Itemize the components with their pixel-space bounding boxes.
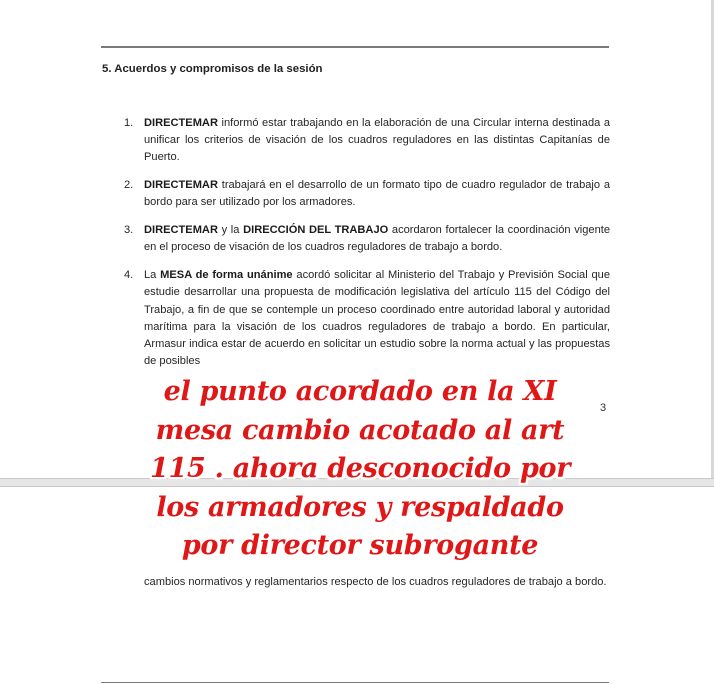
footer-rule [101,682,609,683]
item-number: 4. [124,269,134,282]
list-item [124,267,610,370]
item-number: 3. [124,224,134,237]
item-text: y la [217,224,244,237]
annotation-line: los armadores y respaldado [156,491,564,523]
annotation-line: mesa cambio acotado al art [155,414,565,446]
list-item [124,177,610,211]
list-item [124,115,610,167]
item-bold: DIRECTEMAR [144,179,218,192]
list-item [124,222,610,256]
item-bold: MESA de forma unánime [160,269,293,282]
section-title: 5. Acuerdos y compromisos de la sesión [102,63,323,75]
header-rule [101,46,609,48]
continuation-text: cambios normativos y reglamentarios respecto de los cuadros reguladores de trabajo a bordo. [144,576,607,588]
item-bold: DIRECTEMAR [144,224,218,237]
item-bold: DIRECCIÓN DEL TRABAJO [243,224,389,237]
red-annotation-overlay [150,373,570,566]
item-text: La [144,269,161,282]
item-body [144,267,610,370]
annotation-line: por director subrogante [181,530,539,561]
page-number: 3 [600,402,607,414]
item-text: acordaron fortalecer la coordinación vigente en el proceso de visación de los cuadros reguladores de trabajo a bordo. [144,224,610,254]
item-bold: DIRECTEMAR [144,117,218,129]
item-number: 2. [124,179,134,192]
agreements-list [124,115,610,381]
item-number: 1. [124,117,134,129]
item-text: trabajará en el desarrollo de un formato tipo de cuadro regulador de trabajo a bordo para ser utilizado por los armadores. [144,179,610,209]
annotation-line: 115 . ahora desconocido por [150,453,571,484]
item-text: acordó solicitar al Ministerio del Trabajo y Previsión Social que estudie desarrollar una propuesta de modificación legislativa del artículo 115 del Código del Trabajo, a fin de que se contemple un proceso coordinado entre autoridad laboral y autoridad marítima para la visación de los cuadros reguladores de trabajo a bordo. En particular, Armasur indica estar de acuerdo en solicitar un estudio sobre la norma actual y las propuestas de posibles [144,269,610,368]
item-text: informó estar trabajando en la elaboración de una Circular interna destinada a unificar los criterios de visación de los cuadros reguladores en las distintas Capitanías de Puerto. [144,117,610,164]
annotation-line: el punto acordado en la XI [163,376,557,407]
